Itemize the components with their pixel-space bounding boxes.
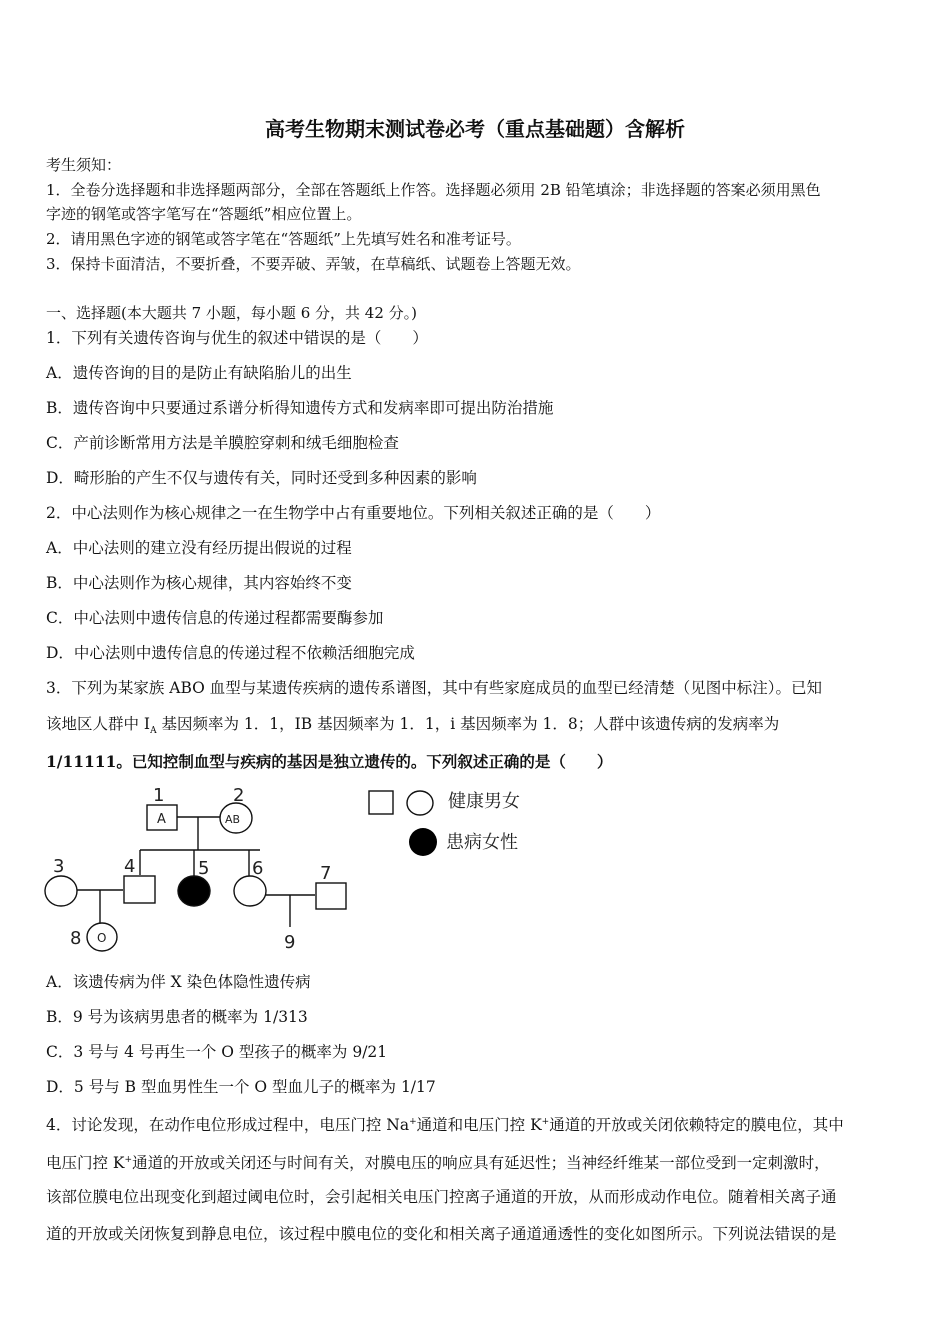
q3-option-a: A．该遗传病为伴 X 染色体隐性遗传病: [46, 973, 311, 991]
blood-type-1: A: [157, 812, 166, 827]
q2-option-d: D．中心法则中遗传信息的传递过程不依赖活细胞完成: [46, 644, 415, 662]
q4-line-1: 4．讨论发现，在动作电位形成过程中，电压门控 Na+通道和电压门控 K+通道的开放或关闭依赖特定的膜电位，其中: [46, 1116, 844, 1135]
blood-type-2: AB: [225, 813, 241, 826]
q1-option-c: C．产前诊断常用方法是羊膜腔穿刺和绒毛细胞检查: [46, 434, 399, 452]
individual-5-affected-female: [178, 876, 210, 906]
individual-4-male: [124, 876, 155, 903]
q1-stem: 1．下列有关遗传咨询与优生的叙述中错误的是（ ）: [46, 329, 428, 347]
label-4: 4: [124, 856, 136, 877]
notice-item-3: 3．保持卡面清洁，不要折叠，不要弄破、弄皱，在草稿纸、试题卷上答题无效。: [46, 255, 581, 273]
label-5: 5: [198, 858, 210, 879]
q3-stem-3: 1/11111。已知控制血型与疾病的基因是独立遗传的。下列叙述正确的是（ ）: [46, 752, 613, 771]
individual-7-male: [316, 883, 346, 909]
notice-item-1a: 1．全卷分选择题和非选择题两部分，全部在答题纸上作答。选择题必须用 2B 铅笔填涂；非选择题的答案必须用黑色: [46, 181, 821, 199]
individual-3-female: [45, 876, 77, 906]
label-6: 6: [252, 858, 264, 879]
individual-6-female: [234, 876, 266, 906]
q2-option-c: C．中心法则中遗传信息的传递过程都需要酶参加: [46, 609, 384, 627]
q4-line-2: 电压门控 K+通道的开放或关闭还与时间有关，对膜电压的响应具有延迟性；当神经纤维某一部位受到一定刺激时，: [46, 1154, 830, 1173]
q3-stem-1: 3．下列为某家族 ABO 血型与某遗传疾病的遗传系谱图，其中有些家庭成员的血型已经清楚（见图中标注）。已知: [46, 679, 823, 697]
pedigree-chart: [40, 780, 360, 955]
notice-item-2: 2．请用黑色字迹的钢笔或答字笔在“答题纸”上先填写姓名和准考证号。: [46, 230, 521, 248]
q4-line-3: 该部位膜电位出现变化到超过阈电位时，会引起相关电压门控离子通道的开放，从而形成动作电位。随着相关离子通: [46, 1188, 837, 1206]
q2-option-a: A．中心法则的建立没有经历提出假说的过程: [46, 539, 352, 557]
q1-option-a: A．遗传咨询的目的是防止有缺陷胎儿的出生: [46, 364, 352, 382]
notice-heading: 考生须知：: [46, 156, 122, 174]
q3-option-d: D．5 号与 B 型血男性生一个 O 型血儿子的概率为 1/17: [46, 1078, 436, 1096]
label-2: 2: [233, 785, 245, 806]
section-heading: 一、选择题(本大题共 7 小题，每小题 6 分，共 42 分。): [46, 304, 417, 322]
q3-option-b: B．9 号为该病男患者的概率为 1/313: [46, 1008, 308, 1026]
label-7: 7: [320, 863, 332, 884]
legend-female-symbol: [407, 791, 433, 815]
page-title: 高考生物期末测试卷必考（重点基础题）含解析: [265, 117, 685, 141]
label-1: 1: [153, 785, 165, 806]
q1-option-d: D．畸形胎的产生不仅与遗传有关，同时还受到多种因素的影响: [46, 469, 477, 487]
pedigree-legend-symbols: [365, 785, 445, 860]
label-9: 9: [284, 932, 296, 953]
label-8: 8: [70, 928, 82, 949]
q2-option-b: B．中心法则作为核心规律，其内容始终不变: [46, 574, 352, 592]
q1-option-b: B．遗传咨询中只要通过系谱分析得知遗传方式和发病率即可提出防治措施: [46, 399, 554, 417]
legend-ill-label: 患病女性: [446, 832, 518, 853]
legend-healthy-label: 健康男女: [448, 791, 520, 812]
q3-stem-2: 该地区人群中 $I_A$ 基因频率为 1．1，IB 基因频率为 1．1，i 基因频率为 1．8；人群中该遗传病的发病率为: [46, 715, 780, 737]
q3-option-c: C．3 号与 4 号再生一个 O 型孩子的概率为 9/21: [46, 1043, 388, 1061]
q4-line-4: 道的开放或关闭恢复到静息电位，该过程中膜电位的变化和相关离子通道通透性的变化如图所示。下列说法错误的是: [46, 1225, 837, 1243]
blood-type-8: O: [97, 931, 107, 945]
legend-affected-female-symbol: [409, 828, 437, 856]
legend-male-symbol: [369, 791, 393, 814]
label-3: 3: [53, 856, 65, 877]
q2-stem: 2．中心法则作为核心规律之一在生物学中占有重要地位。下列相关叙述正确的是（ ）: [46, 504, 661, 522]
notice-item-1b: 字迹的钢笔或答字笔写在“答题纸”相应位置上。: [46, 205, 362, 223]
